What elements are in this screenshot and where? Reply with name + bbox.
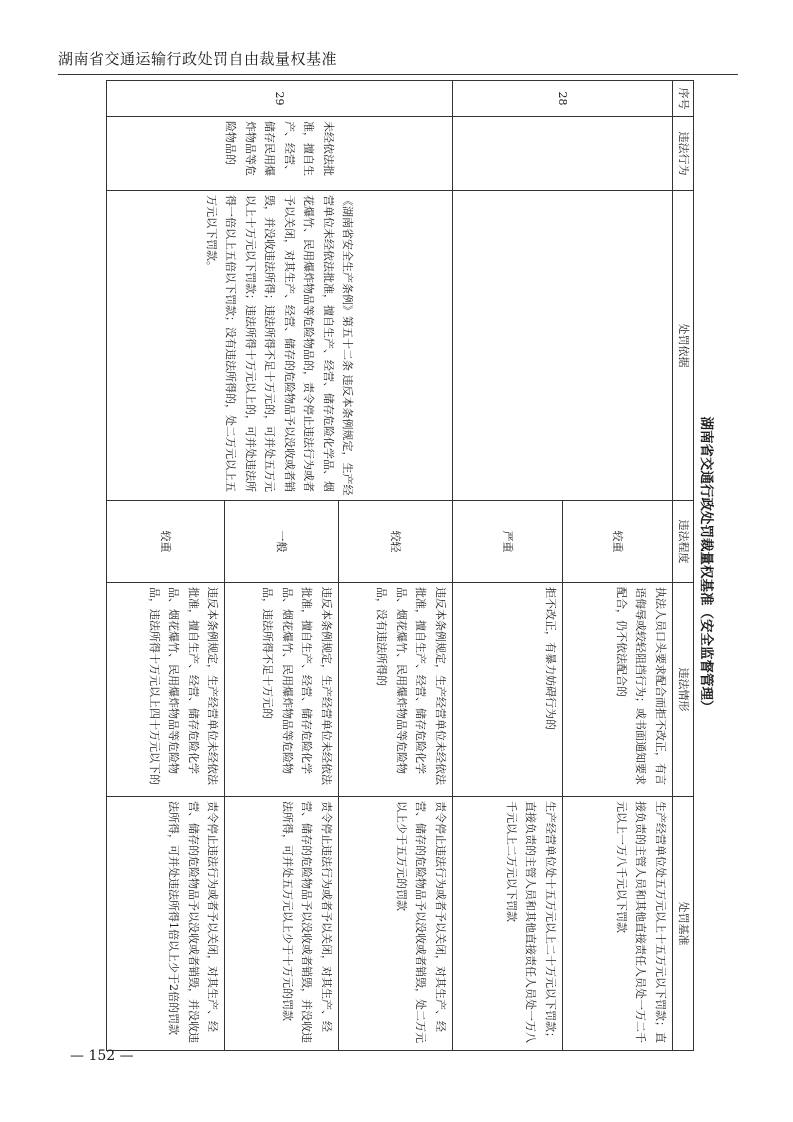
row-number: 28 <box>452 81 672 117</box>
situation-cell: 违反本条例规定，生产经营单位未经依法批准，擅自生产、经营、储存危险化学品、烟花爆竹、民用爆炸物品等危险物品，违法所得不足十万元的 <box>225 583 339 797</box>
degree-cell: 较重 <box>107 501 225 583</box>
violation-cell <box>452 117 672 191</box>
violation-cell: 未经依法批准，擅自生产、经营、储存民用爆炸物品等危险物品的 <box>107 117 453 191</box>
page-number: — 152 — <box>70 1048 134 1064</box>
column-header-basis: 处罚依据 <box>672 191 693 501</box>
standard-cell: 责令停止违法行为或者予以关闭，对其生产、经营、储存的危险物品予以没收或者销毁，并没收违法所得，可并处违法所得1倍以上少于2倍的罚款 <box>107 797 225 1051</box>
table-row <box>562 81 672 1051</box>
degree-cell: 较重 <box>562 501 672 583</box>
situation-cell: 违反本条例规定，生产经营单位未经依法批准，擅自生产、经营、储存危险化学品、烟花爆竹、民用爆炸物品等危险物品，违法所得十万元以上四十万元以下的 <box>107 583 225 797</box>
rotated-table-area <box>106 80 718 1050</box>
column-header-violation: 违法行为 <box>672 117 693 191</box>
page-header-title: 湖南省交通运输行政处罚自由裁量权基准 <box>58 50 338 68</box>
standard-cell: 生产经营单位处十五万元以上二十万元以下罚款；直接负责的主管人员和其他直接责任人员处一万八千元以上二万元以下罚款 <box>452 797 562 1051</box>
situation-cell: 执法人员口头要求配合而拒不改正，有言语侮辱或较轻阻挡行为；或书面通知要求配合，仍不依法配合的 <box>562 583 672 797</box>
degree-cell: 一般 <box>225 501 339 583</box>
basis-cell <box>452 191 672 501</box>
standard-cell: 生产经营单位处五万元以上十五万元以下罚款；直接负责的主管人员和其他直接责任人员处一万二千元以上一万八千元以下罚款 <box>562 797 672 1051</box>
column-header-standard: 处罚基准 <box>672 797 693 1051</box>
penalty-table <box>106 80 694 1051</box>
degree-cell: 严重 <box>452 501 562 583</box>
row-number: 29 <box>107 81 453 117</box>
situation-cell: 违反本条例规定，生产经营单位未经依法批准，擅自生产、经营、储存危险化学品、烟花爆竹、民用爆炸物品等危险物品，没有违法所得的 <box>338 583 452 797</box>
basis-cell: 《湖南省安全生产条例》第五十二条 违反本条例规定，生产经营单位未经依法批准，擅自生产、经营、储存危险化学品、烟花爆竹、民用爆炸物品等危险物品的，责令停止违法行为或者予以关闭，对其生产、经营、储存的危险物品予以没收或者销毁，并没收违法所得；违法所得不足十万元的，可并处五万元以上十万元以下罚款；违法所得十万元以上的，可并处违法所得一倍以上五倍以下罚款；没有违法所得的，处二万元以上五万元以下罚款。 <box>107 191 453 501</box>
table-header-row <box>672 81 693 1051</box>
header-rule <box>58 74 738 75</box>
table-row <box>338 81 452 1051</box>
degree-cell: 较轻 <box>338 501 452 583</box>
column-header-situation: 违法情形 <box>672 583 693 797</box>
standard-cell: 责令停止违法行为或者予以关闭，对其生产、经营、储存的危险物品予以没收或者销毁，并没收违法所得，可并处五万元以上少于十万元的罚款 <box>225 797 339 1051</box>
column-header-number: 序号 <box>672 81 693 117</box>
standard-cell: 责令停止违法行为或者予以关闭，对其生产、经营、储存的危险物品予以没收或者销毁，处二万元以上少于五万元的罚款 <box>338 797 452 1051</box>
situation-cell: 拒不改正，有暴力妨碍行为的 <box>452 583 562 797</box>
table-caption: 湖南省交通行政处罚裁量权基准（安全监督管理） <box>698 416 714 714</box>
column-header-degree: 违法程度 <box>672 501 693 583</box>
